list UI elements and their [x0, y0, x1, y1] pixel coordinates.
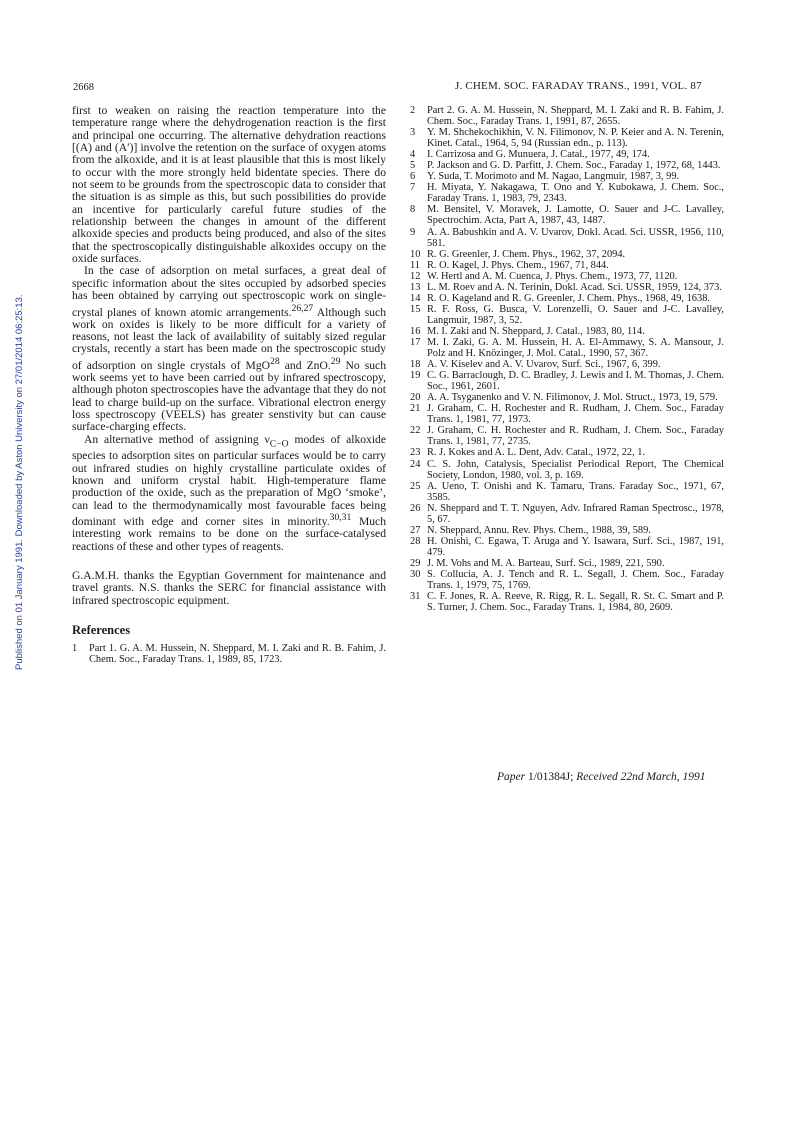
p2-text-a: In the case of adsorption on metal surfaces, a great deal of specific information about the sites occupied by adsorbed species has been obtained by carrying out spectroscopic work on single-crystal planes of known atomic arrangements.	[72, 264, 386, 319]
reference-item	[410, 359, 724, 370]
reference-number: 17	[410, 336, 421, 348]
paper-label: Paper	[497, 771, 526, 783]
left-column	[72, 105, 386, 665]
reference-text: M. I. Zaki, G. A. M. Hussein, H. A. El-Ammawy, S. A. Mansour, J. Polz and H. Knözinger, J. Mol. Catal., 1990, 57, 367.	[427, 336, 724, 360]
reference-item	[410, 569, 724, 591]
reference-text: M. I. Zaki and N. Sheppard, J. Catal., 1983, 80, 114.	[427, 325, 645, 337]
reference-text: J. M. Vohs and M. A. Barteau, Surf. Sci., 1989, 221, 590.	[427, 557, 665, 569]
reference-number: 8	[410, 204, 416, 216]
reference-number: 19	[410, 370, 421, 382]
p3-text-c: Much interesting work remains to be done on the surface-catalysed reactions of these and other types of reagents.	[72, 514, 386, 553]
reference-text: R. G. Greenler, J. Chem. Phys., 1962, 37, 2094.	[427, 248, 626, 260]
reference-number: 28	[410, 535, 421, 547]
reference-item	[410, 271, 724, 282]
acknowledgement: G.A.M.H. thanks the Egyptian Government for maintenance and travel grants. N.S. thanks the SERC for financial assistance with infrared spectroscopic equipment.	[72, 568, 386, 607]
p2-text-c: and ZnO.	[279, 358, 331, 372]
reference-number: 30	[410, 568, 421, 580]
reference-item	[410, 447, 724, 458]
references-list	[410, 105, 724, 613]
reference-item	[410, 337, 724, 359]
reference-number: 25	[410, 480, 421, 492]
reference-number: 9	[410, 226, 416, 238]
reference-item	[410, 249, 724, 260]
reference-text: C. S. John, Catalysis, Specialist Periodical Report, The Chemical Society, London, 1980, vol. 3, p. 169.	[427, 458, 724, 481]
reference-number: 24	[410, 458, 421, 470]
publication-stamp-text: Published on 01 January 1991. Downloaded by Aston University on 27/01/2014 06:25:13.	[14, 294, 25, 670]
reference-number: 11	[410, 259, 421, 271]
reference-item	[410, 558, 724, 569]
reference-text: A. Ueno, T. Onishi and K. Tamaru, Trans. Faraday Soc., 1971, 67, 3585.	[427, 480, 724, 503]
reference-number: 2	[410, 105, 416, 116]
subscript: C−O	[269, 437, 289, 449]
reference-item	[410, 304, 724, 326]
reference-text: A. A. Tsyganenko and V. N. Filimonov, J. Mol. Struct., 1973, 19, 579.	[427, 392, 718, 404]
journal-header: J. CHEM. SOC. FARADAY TRANS., 1991, VOL. 87	[455, 80, 702, 92]
reference-text: Part 2. G. A. M. Hussein, N. Sheppard, M. I. Zaki and R. B. Fahim, J. Chem. Soc., Faraday Trans. 1, 1991, 87, 2655.	[427, 105, 724, 128]
citation-superscript: 26,27	[291, 302, 314, 314]
reference-item	[410, 425, 724, 447]
reference-item	[410, 282, 724, 293]
reference-item	[410, 160, 724, 171]
reference-item	[410, 149, 724, 160]
reference-item	[410, 171, 724, 182]
reference-text: J. Graham, C. H. Rochester and R. Rudham, J. Chem. Soc., Faraday Trans. 1, 1981, 77, 2735.	[427, 425, 724, 448]
page-number: 2668	[73, 82, 94, 93]
p2-text-d: No such work seems yet to have been carried out by infrared spectroscopy, although photon spectroscopies have the advantage that they do not lead to charge build-up on the surface. Vibrational electron energy loss spectroscopy (VEELS) has greater senstivity but can cause surface-charging effects.	[72, 358, 386, 434]
reference-number: 4	[410, 149, 416, 161]
reference-text: N. Sheppard and T. T. Nguyen, Adv. Infrared Raman Spectrosc., 1978, 5, 67.	[427, 502, 724, 525]
reference-item	[410, 260, 724, 271]
reference-item	[410, 105, 724, 127]
reference-text: M. Bensitel, V. Moravek, J. Lamotte, O. Sauer and J-C. Lavalley, Spectrochim. Acta, Part A, 1987, 43, 1487.	[427, 204, 724, 227]
reference-item	[410, 326, 724, 337]
citation-superscript: 28	[270, 355, 280, 367]
reference-number: 21	[410, 403, 421, 415]
reference-item	[410, 127, 724, 149]
references-heading: References	[72, 622, 131, 637]
reference-item	[410, 403, 724, 425]
reference-text: R. J. Kokes and A. L. Dent, Adv. Catal., 1972, 22, 1.	[427, 447, 646, 459]
reference-number: 10	[410, 248, 421, 260]
reference-number: 27	[410, 524, 421, 536]
reference-number: 26	[410, 502, 421, 514]
reference-text: A. V. Kiselev and A. V. Uvarov, Surf. Sci., 1967, 6, 399.	[427, 359, 661, 371]
received-date: Received 22nd March, 1991	[576, 771, 706, 783]
reference-item	[410, 525, 724, 536]
reference-item	[410, 481, 724, 503]
reference-item	[410, 392, 724, 403]
reference-text: S. Collucia, A. J. Tench and R. L. Segall, J. Chem. Soc., Faraday Trans. 1, 1979, 75, 1769.	[427, 568, 724, 592]
body-paragraph-3	[72, 434, 386, 553]
paper-received-note: Paper 1/01384J; Received 22nd March, 1991	[497, 771, 706, 783]
reference-text: R. F. Ross, G. Busca, V. Lorenzelli, O. Sauer and J-C. Lavalley, Langmuir, 1987, 3, 52.	[427, 303, 724, 326]
reference-text: R. O. Kageland and R. G. Greenler, J. Chem. Phys., 1968, 49, 1638.	[427, 292, 710, 304]
reference-text: H. Miyata, Y. Nakagawa, T. Ono and Y. Kubokawa, J. Chem. Soc., Faraday Trans. 1, 1983, 79, 2343.	[427, 182, 724, 205]
reference-number: 5	[410, 160, 416, 172]
reference-number: 15	[410, 303, 421, 315]
reference-number: 6	[410, 171, 416, 183]
citation-superscript: 30,31	[329, 512, 352, 524]
reference-text: C. F. Jones, R. A. Reeve, R. Rigg, R. L. Segall, R. St. C. Smart and P. S. Turner, J. Chem. Soc., Faraday Trans. 1, 1984, 80, 2609.	[427, 591, 724, 614]
paper-id: 1/01384J	[527, 771, 571, 783]
reference-item	[72, 643, 386, 665]
reference-item	[410, 503, 724, 525]
reference-number: 12	[410, 270, 421, 282]
reference-item	[410, 370, 724, 392]
reference-text: H. Onishi, C. Egawa, T. Aruga and Y. Isawara, Surf. Sci., 1987, 191, 479.	[427, 535, 724, 558]
reference-item	[410, 459, 724, 481]
reference-item	[410, 293, 724, 304]
reference-text: N. Sheppard, Annu. Rev. Phys. Chem., 1988, 39, 589.	[427, 524, 651, 536]
reference-text: L. M. Roev and A. N. Terinin, Dokl. Acad. Sci. USSR, 1959, 124, 373.	[427, 281, 722, 293]
reference-text: C. G. Barraclough, D. C. Bradley, J. Lewis and I. M. Thomas, J. Chem. Soc., 1961, 2601.	[427, 370, 724, 393]
reference-number: 14	[410, 292, 421, 304]
reference-text: Part 1. G. A. M. Hussein, N. Sheppard, M. I. Zaki and R. B. Fahim, J. Chem. Soc., Faraday Trans. 1, 1989, 85, 1723.	[89, 643, 386, 666]
reference-number: 16	[410, 325, 421, 337]
reference-text: Y. M. Shchekochikhin, V. N. Filimonov, N. P. Keier and A. N. Terenin, Kinet. Catal., 1964, 5, 94 (Russian edn., p. 113).	[427, 127, 724, 150]
reference-number: 3	[410, 127, 416, 139]
reference-item	[410, 536, 724, 558]
p2-text-b: Although such work on oxides is likely to be more difficult for a variety of reasons, not least the lack of availability of suitably sized regular crystals, recently a start has been made on the spectroscopic study of adsorption on single crystals of MgO	[72, 305, 386, 372]
reference-item	[410, 591, 724, 613]
reference-number: 23	[410, 447, 421, 459]
reference-number: 20	[410, 392, 421, 404]
reference-text: I. Carrizosa and G. Munuera, J. Catal., 1977, 49, 174.	[427, 149, 650, 161]
reference-number: 7	[410, 182, 416, 194]
reference-text: R. O. Kagel, J. Phys. Chem., 1967, 71, 844.	[427, 259, 609, 271]
reference-item	[410, 227, 724, 249]
reference-item	[410, 182, 724, 204]
reference-text: P. Jackson and G. D. Parfitt, J. Chem. Soc., Faraday 1, 1972, 68, 1443.	[427, 160, 721, 172]
reference-number: 13	[410, 281, 421, 293]
reference-number: 1	[72, 643, 78, 655]
p3-text-a: An alternative method of assigning ν	[84, 432, 270, 446]
reference-text: J. Graham, C. H. Rochester and R. Rudham, J. Chem. Soc., Faraday Trans. 1, 1981, 77, 1973.	[427, 403, 724, 426]
reference-text: W. Hertl and A. M. Cuenca, J. Phys. Chem., 1973, 77, 1120.	[427, 270, 678, 282]
body-paragraph-2	[72, 265, 386, 433]
reference-item	[410, 204, 724, 226]
citation-superscript: 29	[330, 355, 341, 367]
reference-text: A. A. Babushkin and A. V. Uvarov, Dokl. Acad. Sci. USSR, 1956, 110, 581.	[427, 226, 724, 249]
side-stamp	[2, 250, 25, 670]
reference-number: 18	[410, 359, 421, 371]
reference-number: 31	[410, 591, 421, 603]
p3-text-b: modes of alkoxide species to adsorption sites on particular surfaces would be to carry out infrared studies on highly crystalline particulate oxides of known and uniform crystal habit. High-temperature flame production of the oxide, such as the preparation of MgO ‘smoke’, can lead to the thermodynamically most favourable faces being dominant with edge and corner sites in minority.	[72, 432, 387, 528]
reference-text: Y. Suda, T. Morimoto and M. Nagao, Langmuir, 1987, 3, 99.	[427, 171, 680, 183]
reference-number: 29	[410, 557, 421, 569]
body-paragraph-1: first to weaken on raising the reaction temperature into the temperature range where the dehydrogenation reaction is the first and principal one occurring. The alternative dehydration reactions [(A) and (A′)] involve the retention on the surface of oxygen atoms from the alkoxide, and it is at least plausible that this is most likely to occur with the more strongly held bidentate species. There do not seem to be grounds from the spectroscopic data to consider that the situation is as simple as this, but such possibilities do provide an incentive for particularly careful future studies of the relationship between the changes in amount of the different alkoxide species and products being produced, and also of the sites that the spectroscopically distinguishable alkoxides occupy on the oxide surfaces.	[72, 104, 386, 266]
reference-number: 22	[410, 425, 421, 437]
